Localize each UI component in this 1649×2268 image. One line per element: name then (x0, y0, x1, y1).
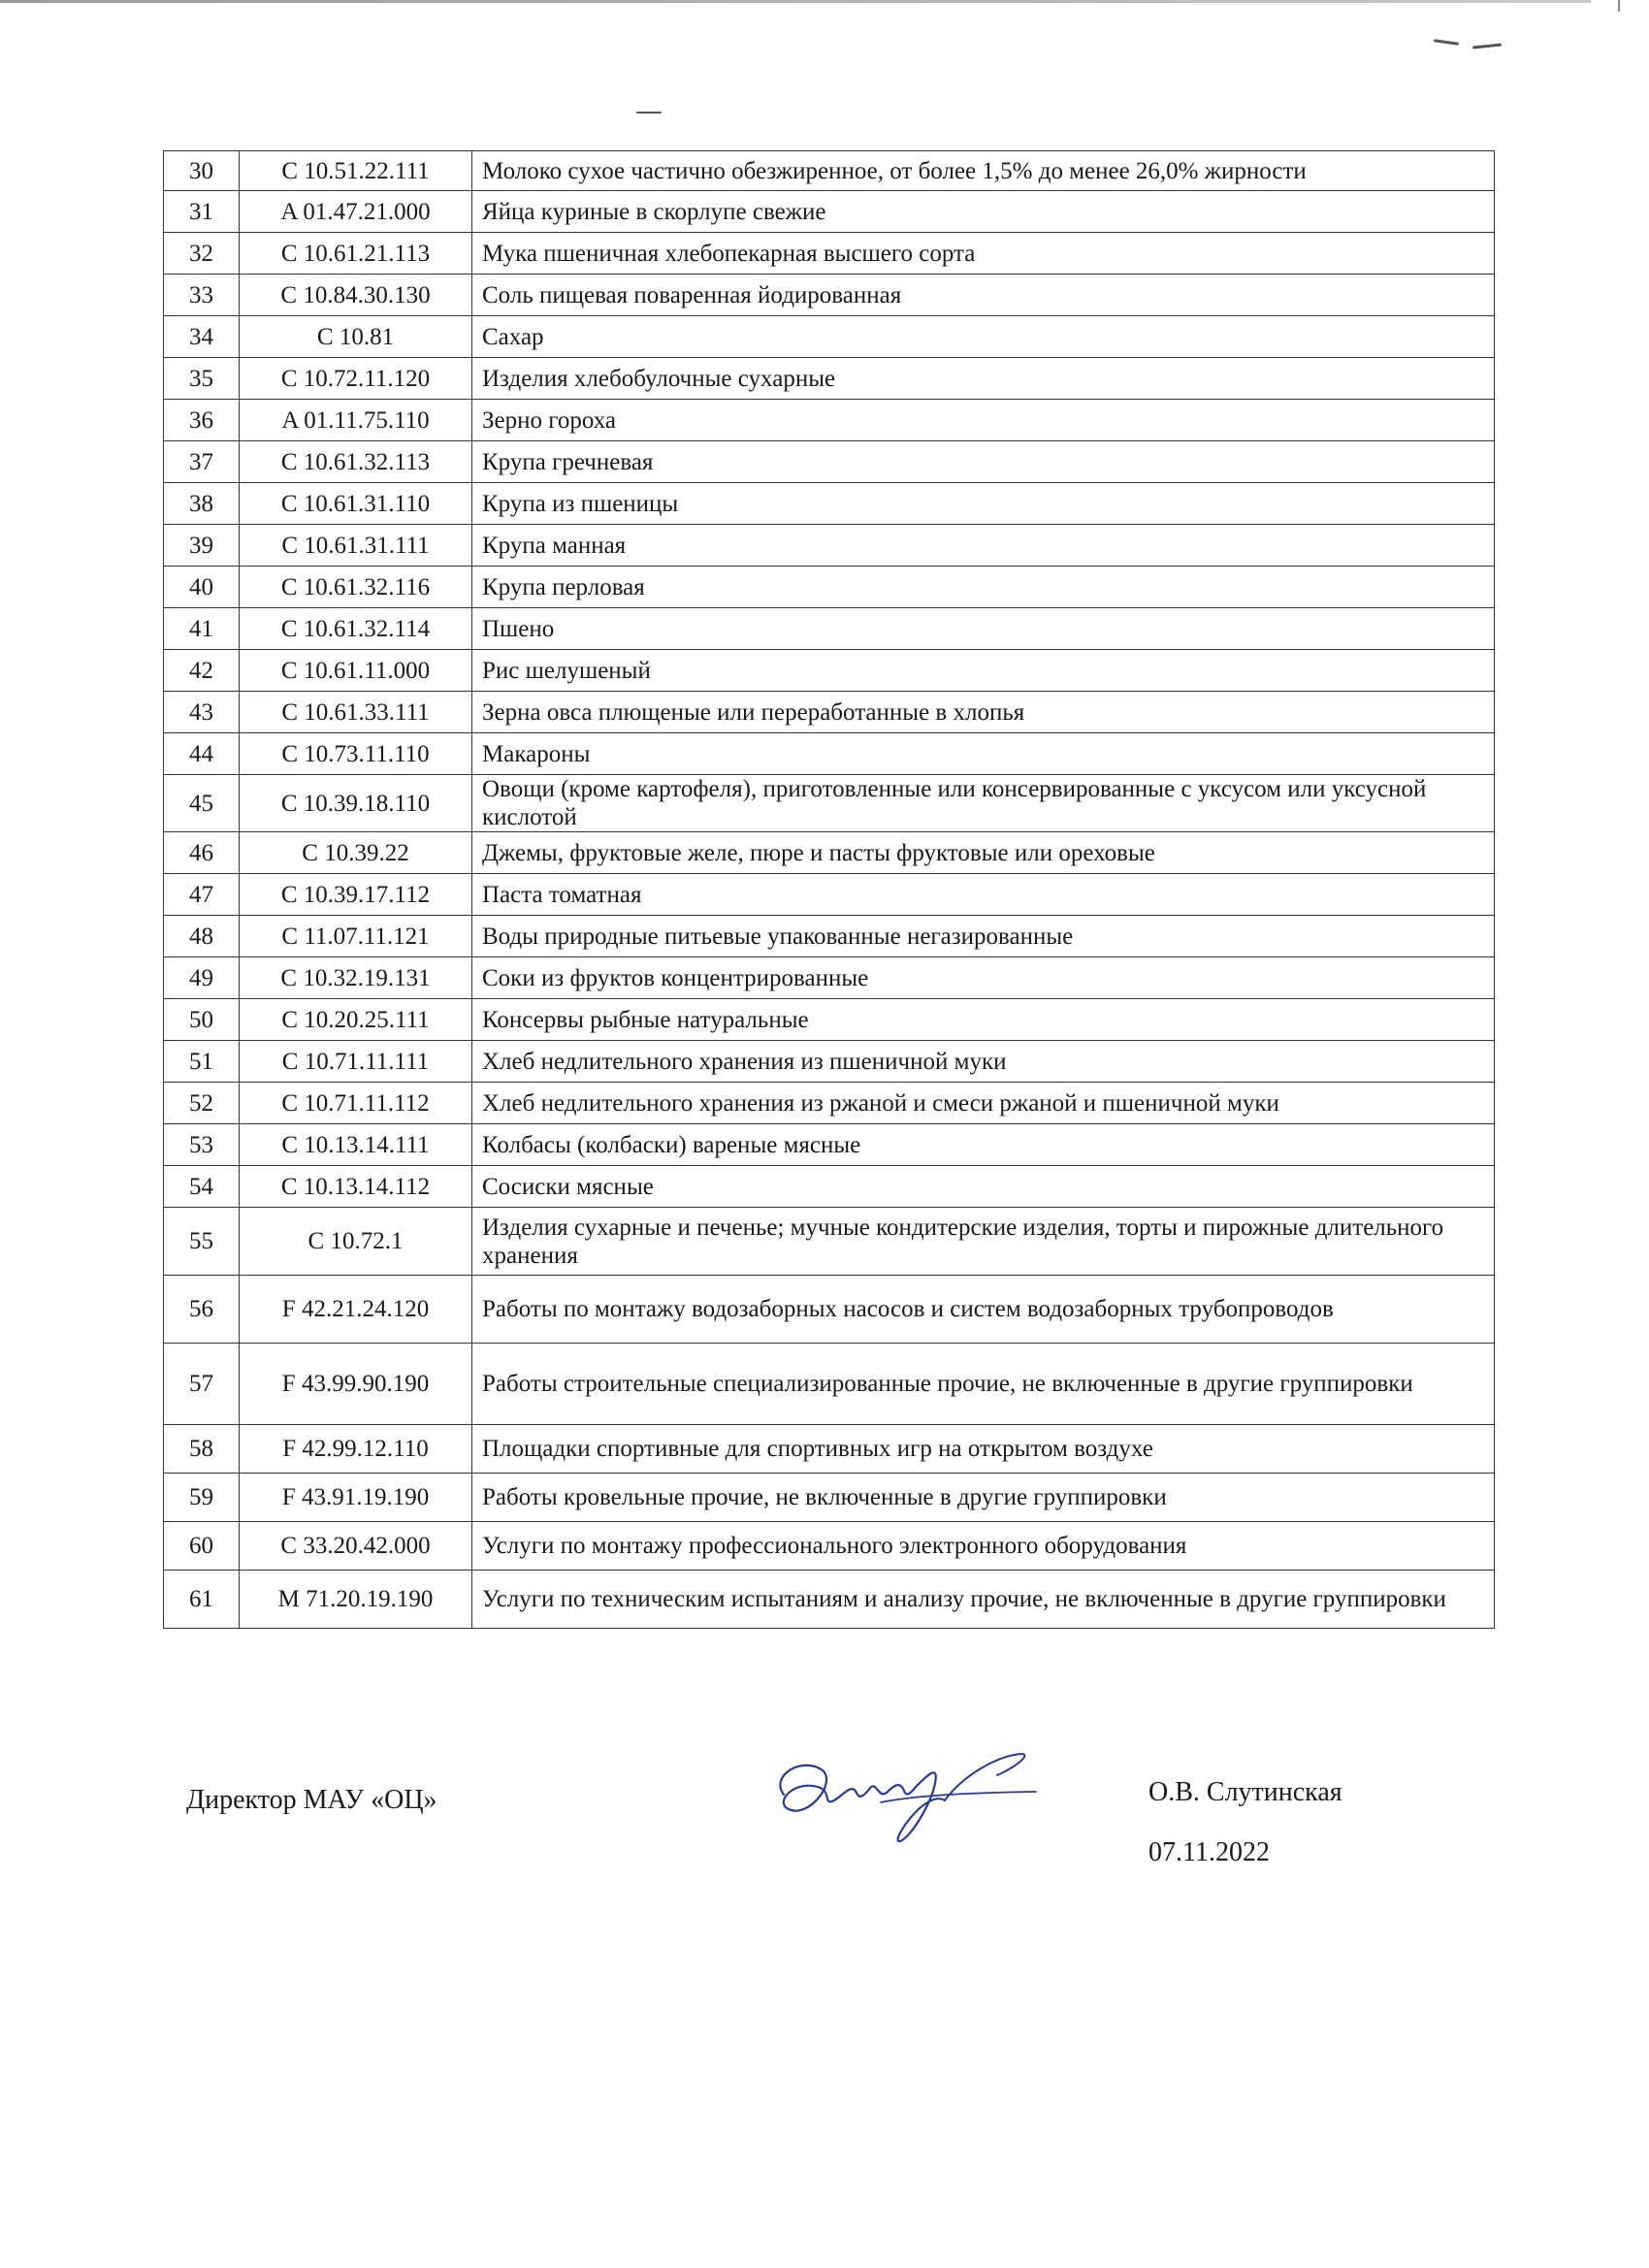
okpd-code-cell: С 10.61.31.111 (240, 525, 472, 567)
table-row (164, 608, 1495, 650)
row-number-cell: 35 (164, 358, 240, 400)
row-number-cell: 56 (164, 1276, 240, 1344)
row-number-cell: 60 (164, 1522, 240, 1571)
item-name-cell: Крупа манная (472, 525, 1495, 567)
scan-mark (636, 112, 662, 113)
row-number-cell: 49 (164, 957, 240, 999)
table-row (164, 525, 1495, 567)
item-name-cell: Сосиски мясные (472, 1166, 1495, 1208)
item-name-cell: Яйца куриные в скорлупе свежие (472, 191, 1495, 233)
item-name-cell: Джемы, фруктовые желе, пюре и пасты фруктовые или ореховые (472, 832, 1495, 874)
row-number-cell: 40 (164, 567, 240, 608)
okpd-code-cell: A 01.47.21.000 (240, 191, 472, 233)
table-row (164, 275, 1495, 316)
item-name-cell: Изделия сухарные и печенье; мучные кондитерские изделия, торты и пирожные длительного хранения (472, 1208, 1495, 1276)
row-number-cell: 33 (164, 275, 240, 316)
table-row (164, 916, 1495, 957)
okpd-code-cell: С 10.61.33.111 (240, 692, 472, 733)
table-row (164, 441, 1495, 483)
table-row (164, 1041, 1495, 1083)
row-number-cell: 31 (164, 191, 240, 233)
row-number-cell: 54 (164, 1166, 240, 1208)
okpd-code-cell: С 10.32.19.131 (240, 957, 472, 999)
item-name-cell: Пшено (472, 608, 1495, 650)
table-row (164, 567, 1495, 608)
table-row (164, 191, 1495, 233)
item-name-cell: Работы по монтажу водозаборных насосов и систем водозаборных трубопроводов (472, 1276, 1495, 1344)
signature-date: 07.11.2022 (1148, 1837, 1270, 1867)
table-row (164, 1208, 1495, 1276)
row-number-cell: 43 (164, 692, 240, 733)
item-name-cell: Крупа перловая (472, 567, 1495, 608)
item-name-cell: Работы строительные специализированные прочие, не включенные в другие группировки (472, 1344, 1495, 1425)
okpd-code-cell: С 10.13.14.111 (240, 1124, 472, 1166)
goods-codes-table (163, 150, 1495, 1629)
table-row (164, 775, 1495, 832)
item-name-cell: Макароны (472, 733, 1495, 775)
okpd-code-cell: С 10.71.11.112 (240, 1083, 472, 1124)
okpd-code-cell: С 10.61.32.113 (240, 441, 472, 483)
item-name-cell: Работы кровельные прочие, не включенные в другие группировки (472, 1474, 1495, 1522)
okpd-code-cell: F 43.91.19.190 (240, 1474, 472, 1522)
table-row (164, 1166, 1495, 1208)
row-number-cell: 52 (164, 1083, 240, 1124)
item-name-cell: Услуги по монтажу профессионального электронного оборудования (472, 1522, 1495, 1571)
item-name-cell: Овощи (кроме картофеля), приготовленные или консервированные с уксусом или уксусной кислотой (472, 775, 1495, 832)
okpd-code-cell: С 10.61.32.116 (240, 567, 472, 608)
table-row (164, 1425, 1495, 1474)
okpd-code-cell: С 10.81 (240, 316, 472, 358)
okpd-code-cell: С 10.39.22 (240, 832, 472, 874)
row-number-cell: 46 (164, 832, 240, 874)
table-row (164, 1522, 1495, 1571)
okpd-code-cell: С 10.20.25.111 (240, 999, 472, 1041)
scan-mark (1472, 43, 1502, 49)
okpd-code-cell: С 10.72.1 (240, 1208, 472, 1276)
okpd-code-cell: M 71.20.19.190 (240, 1571, 472, 1629)
table-row (164, 1474, 1495, 1522)
item-name-cell: Воды природные питьевые упакованные негазированные (472, 916, 1495, 957)
item-name-cell: Хлеб недлительного хранения из пшеничной муки (472, 1041, 1495, 1083)
item-name-cell: Консервы рыбные натуральные (472, 999, 1495, 1041)
table-row (164, 1276, 1495, 1344)
okpd-code-cell: С 33.20.42.000 (240, 1522, 472, 1571)
okpd-code-cell: С 10.61.21.113 (240, 233, 472, 275)
signer-name: О.В. Слутинская (1148, 1777, 1342, 1807)
okpd-code-cell: С 10.61.32.114 (240, 608, 472, 650)
item-name-cell: Соки из фруктов концентрированные (472, 957, 1495, 999)
item-name-cell: Паста томатная (472, 874, 1495, 916)
okpd-code-cell: F 42.99.12.110 (240, 1425, 472, 1474)
table-row (164, 483, 1495, 525)
row-number-cell: 58 (164, 1425, 240, 1474)
item-name-cell: Зерна овса плющеные или переработанные в хлопья (472, 692, 1495, 733)
table-row (164, 1083, 1495, 1124)
table-row (164, 233, 1495, 275)
row-number-cell: 57 (164, 1344, 240, 1425)
row-number-cell: 47 (164, 874, 240, 916)
row-number-cell: 50 (164, 999, 240, 1041)
row-number-cell: 51 (164, 1041, 240, 1083)
table-row (164, 1124, 1495, 1166)
row-number-cell: 55 (164, 1208, 240, 1276)
scan-edge-right (1618, 0, 1620, 12)
okpd-code-cell: С 11.07.11.121 (240, 916, 472, 957)
okpd-code-cell: С 10.71.11.111 (240, 1041, 472, 1083)
item-name-cell: Крупа гречневая (472, 441, 1495, 483)
okpd-code-cell: С 10.39.17.112 (240, 874, 472, 916)
table-row (164, 1344, 1495, 1425)
row-number-cell: 36 (164, 400, 240, 441)
row-number-cell: 59 (164, 1474, 240, 1522)
okpd-code-cell: С 10.72.11.120 (240, 358, 472, 400)
okpd-code-cell: С 10.84.30.130 (240, 275, 472, 316)
row-number-cell: 53 (164, 1124, 240, 1166)
scan-mark (1434, 39, 1459, 46)
row-number-cell: 48 (164, 916, 240, 957)
item-name-cell: Хлеб недлительного хранения из ржаной и смеси ржаной и пшеничной муки (472, 1083, 1495, 1124)
table-row (164, 957, 1495, 999)
handwritten-signature (764, 1736, 1055, 1853)
row-number-cell: 39 (164, 525, 240, 567)
row-number-cell: 32 (164, 233, 240, 275)
row-number-cell: 42 (164, 650, 240, 692)
table-row (164, 832, 1495, 874)
table-row (164, 733, 1495, 775)
table-row (164, 874, 1495, 916)
table-row (164, 151, 1495, 191)
table-row (164, 358, 1495, 400)
item-name-cell: Крупа из пшеницы (472, 483, 1495, 525)
okpd-code-cell: F 43.99.90.190 (240, 1344, 472, 1425)
okpd-code-cell: С 10.73.11.110 (240, 733, 472, 775)
item-name-cell: Соль пищевая поваренная йодированная (472, 275, 1495, 316)
item-name-cell: Молоко сухое частично обезжиренное, от более 1,5% до менее 26,0% жирности (472, 151, 1495, 191)
scan-edge-top (0, 0, 1591, 3)
item-name-cell: Площадки спортивные для спортивных игр на открытом воздухе (472, 1425, 1495, 1474)
item-name-cell: Мука пшеничная хлебопекарная высшего сорта (472, 233, 1495, 275)
row-number-cell: 38 (164, 483, 240, 525)
okpd-code-cell: С 10.51.22.111 (240, 151, 472, 191)
row-number-cell: 61 (164, 1571, 240, 1629)
row-number-cell: 34 (164, 316, 240, 358)
item-name-cell: Услуги по техническим испытаниям и анализу прочие, не включенные в другие группировки (472, 1571, 1495, 1629)
okpd-code-cell: A 01.11.75.110 (240, 400, 472, 441)
director-position: Директор МАУ «ОЦ» (186, 1785, 437, 1815)
table-body (164, 151, 1495, 1629)
okpd-code-cell: F 42.21.24.120 (240, 1276, 472, 1344)
okpd-code-cell: С 10.61.31.110 (240, 483, 472, 525)
item-name-cell: Сахар (472, 316, 1495, 358)
table-row (164, 999, 1495, 1041)
item-name-cell: Изделия хлебобулочные сухарные (472, 358, 1495, 400)
row-number-cell: 30 (164, 151, 240, 191)
item-name-cell: Колбасы (колбаски) вареные мясные (472, 1124, 1495, 1166)
item-name-cell: Зерно гороха (472, 400, 1495, 441)
row-number-cell: 45 (164, 775, 240, 832)
table-row (164, 692, 1495, 733)
table-row (164, 400, 1495, 441)
item-name-cell: Рис шелушеный (472, 650, 1495, 692)
row-number-cell: 37 (164, 441, 240, 483)
table-row (164, 316, 1495, 358)
okpd-code-cell: С 10.13.14.112 (240, 1166, 472, 1208)
row-number-cell: 44 (164, 733, 240, 775)
table-row (164, 650, 1495, 692)
table-row (164, 1571, 1495, 1629)
okpd-code-cell: С 10.61.11.000 (240, 650, 472, 692)
row-number-cell: 41 (164, 608, 240, 650)
okpd-code-cell: С 10.39.18.110 (240, 775, 472, 832)
